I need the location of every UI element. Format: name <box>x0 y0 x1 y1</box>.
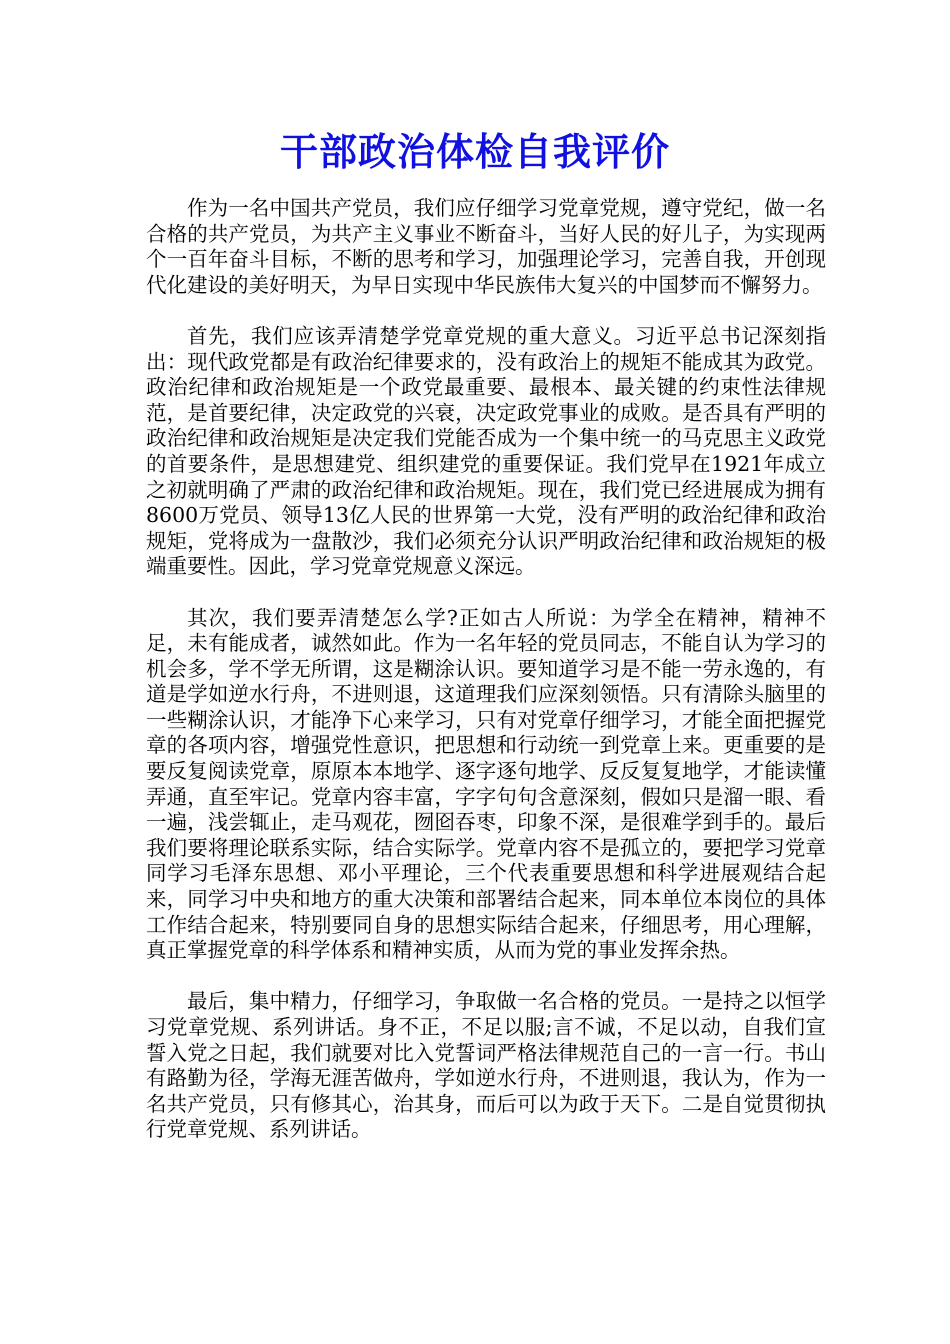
paragraph-intro: 作为一名中国共产党员，我们应仔细学习党章党规，遵守党纪，做一名合格的共产党员，为共产主义事业不断奋斗，当好人民的好儿子，为实现两个一百年奋斗目标，不断的思考和学习，加强理论学习，完善自我，开创现代化建设的美好明天，为早日实现中华民族伟大复兴的中国梦而不懈努力。 <box>146 196 826 297</box>
paragraph-last: 最后，集中精力，仔细学习，争取做一名合格的党员。一是持之以恒学习党章党规、系列讲话。身不正，不足以服;言不诚，不足以动，自我们宣誓入党之日起，我们就要对比入党誓词严格法律规范自己的一言一行。书山有路勤为径，学海无涯苦做舟，学如逆水行舟，不进则退，我认为，作为一名共产党员，只有修其心，治其身，而后可以为政于天下。二是自觉贯彻执行党章党规、系列讲话。 <box>146 989 826 1142</box>
document-title: 干部政治体检自我评价 <box>279 129 670 174</box>
paragraph-first: 首先，我们应该弄清楚学党章党规的重大意义。习近平总书记深刻指出：现代政党都是有政治纪律要求的，没有政治上的规矩不能成其为政党。政治纪律和政治规矩是一个政党最重要、最根本、最关键的约束性法律规范，是首要纪律，决定政党的兴衰，决定政党事业的成败。是否具有严明的政治纪律和政治规矩是决定我们党能否成为一个集中统一的马克思主义政党的首要条件，是思想建党、组织建党的重要保证。我们党早在1921年成立之初就明确了严肃的政治纪律和政治规矩。现在，我们党已经进展成为拥有8600万党员、领导13亿人民的世界第一大党，没有严明的政治纪律和政治规矩，党将成为一盘散沙，我们必须充分认识严明政治纪律和政治规矩的极端重要性。因此，学习党章党规意义深远。 <box>146 323 826 579</box>
document-body <box>146 196 826 1169</box>
paragraph-second: 其次，我们要弄清楚怎么学?正如古人所说：为学全在精神，精神不足，未有能成者，诚然如此。作为一名年轻的党员同志，不能自认为学习的机会多，学不学无所谓，这是糊涂认识。要知道学习是不能一劳永逸的，有道是学如逆水行舟，不进则退，这道理我们应深刻领悟。只有清除头脑里的一些糊涂认识，才能净下心来学习，只有对党章仔细学习，才能全面把握党章的各项内容，增强党性意识，把思想和行动统一到党章上来。更重要的是要反复阅读党章，原原本本地学、逐字逐句地学、反反复复地学，才能读懂弄通，直至牢记。党章内容丰富，字字句句含意深刻，假如只是溜一眼、看一遍，浅尝辄止，走马观花，囫囵吞枣，印象不深，是很难学到手的。最后我们要将理论联系实际，结合实际学。党章内容不是孤立的，要把学习党章同学习毛泽东思想、邓小平理论，三个代表重要思想和科学进展观结合起来，同学习中央和地方的重大决策和部署结合起来，同本单位本岗位的具体工作结合起来，特别要同自身的思想实际结合起来，仔细思考，用心理解，真正掌握党章的科学体系和精神实质，从而为党的事业发挥余热。 <box>146 605 826 963</box>
